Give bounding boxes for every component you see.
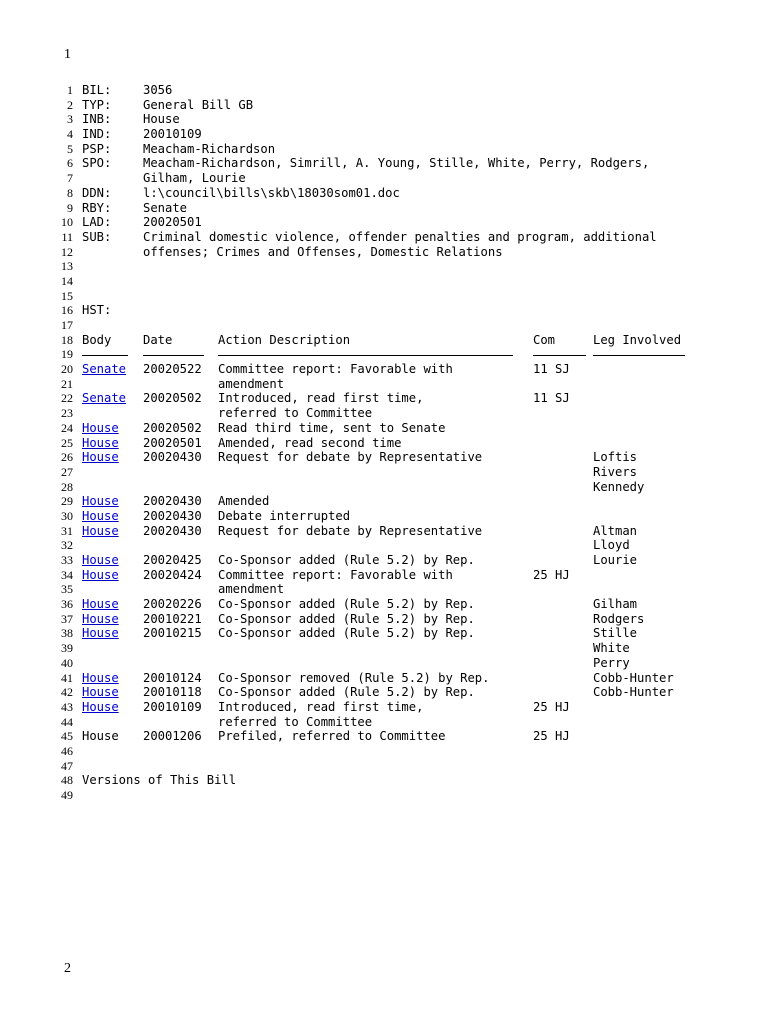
line-number: 35 — [61, 582, 73, 597]
page-number-top: 1 — [64, 47, 71, 62]
body-link[interactable]: Senate — [82, 391, 127, 406]
action-cell: amendment — [218, 376, 285, 391]
field-label: RBY: — [82, 200, 112, 215]
field-value: Criminal domestic violence, offender penalties and program, additional — [143, 229, 657, 244]
leg-cell: White — [593, 641, 630, 656]
com-cell: 25 HJ — [533, 567, 570, 582]
line-number: 49 — [61, 788, 73, 802]
action-cell: Committee report: Favorable with — [218, 567, 453, 582]
body-cell: House — [82, 729, 119, 744]
date-cell: 20020501 — [143, 435, 202, 450]
body-link[interactable]: House — [82, 435, 119, 450]
date-cell: 20020502 — [143, 391, 202, 406]
line-number: 23 — [61, 406, 73, 421]
line-number: 15 — [61, 288, 73, 303]
leg-cell: Gilham — [593, 597, 638, 612]
action-cell: Request for debate by Representative — [218, 450, 483, 465]
date-cell: 20010124 — [143, 670, 202, 685]
action-cell: Introduced, read first time, — [218, 699, 424, 714]
line-number: 5 — [67, 141, 73, 156]
line-number: 38 — [61, 626, 73, 641]
line-number: 47 — [61, 758, 73, 773]
column-header-leg: Leg Involved — [593, 332, 682, 347]
line-number: 9 — [67, 200, 73, 215]
line-number: 8 — [67, 185, 73, 200]
body-link[interactable]: House — [82, 508, 119, 523]
field-value: 3056 — [143, 83, 173, 97]
leg-cell: Rivers — [593, 464, 638, 479]
line-number: 21 — [61, 376, 73, 391]
action-cell: Amended — [218, 494, 270, 509]
line-number: 34 — [61, 567, 73, 582]
date-cell: 20020424 — [143, 567, 202, 582]
leg-cell: Cobb-Hunter — [593, 670, 674, 685]
field-label: DDN: — [82, 185, 112, 200]
action-cell: Prefiled, referred to Committee — [218, 729, 446, 744]
line-number: 27 — [61, 464, 73, 479]
com-cell: 11 SJ — [533, 362, 570, 377]
column-underline — [143, 355, 204, 356]
line-number: 28 — [61, 479, 73, 494]
line-number: 43 — [61, 699, 73, 714]
line-number: 20 — [61, 362, 73, 377]
date-cell: 20010215 — [143, 626, 202, 641]
body-link[interactable]: Senate — [82, 362, 127, 377]
column-underline — [218, 355, 513, 356]
line-number: 7 — [67, 171, 73, 186]
leg-cell: Lloyd — [593, 538, 630, 553]
line-number: 44 — [61, 714, 73, 729]
action-cell: Co-Sponsor added (Rule 5.2) by Rep. — [218, 597, 475, 612]
field-label: BIL: — [82, 83, 112, 97]
column-header-body: Body — [82, 332, 112, 347]
field-value: Gilham, Lourie — [143, 171, 246, 186]
date-cell: 20020226 — [143, 597, 202, 612]
date-cell: 20020425 — [143, 553, 202, 567]
action-cell: Read third time, sent to Senate — [218, 420, 446, 435]
line-number: 46 — [61, 743, 73, 758]
field-label: SUB: — [82, 229, 112, 244]
field-value: 20010109 — [143, 127, 202, 142]
date-cell: 20020430 — [143, 508, 202, 523]
field-value: House — [143, 112, 180, 127]
action-cell: Co-Sponsor added (Rule 5.2) by Rep. — [218, 611, 475, 626]
history-label: HST: — [82, 303, 112, 318]
field-label: LAD: — [82, 215, 112, 230]
date-cell: 20020430 — [143, 494, 202, 509]
line-number: 36 — [61, 597, 73, 612]
line-number: 30 — [61, 508, 73, 523]
leg-cell: Altman — [593, 523, 638, 538]
action-cell: Co-Sponsor added (Rule 5.2) by Rep. — [218, 626, 475, 641]
date-cell: 20020430 — [143, 523, 202, 538]
column-underline — [82, 355, 128, 356]
action-cell: referred to Committee — [218, 714, 373, 729]
line-number: 48 — [61, 773, 73, 788]
column-header-action: Action Description — [218, 332, 351, 347]
leg-cell: Loftis — [593, 450, 638, 465]
body-link[interactable]: House — [82, 494, 119, 509]
action-cell: Request for debate by Representative — [218, 523, 483, 538]
line-number: 18 — [61, 332, 73, 347]
column-underline — [593, 355, 685, 356]
field-value: 20020501 — [143, 215, 202, 230]
body-link[interactable]: House — [82, 699, 119, 714]
line-number: 45 — [61, 729, 73, 744]
line-number: 32 — [61, 538, 73, 553]
leg-cell: Kennedy — [593, 479, 645, 494]
versions-label: Versions of This Bill — [82, 773, 237, 788]
field-label: SPO: — [82, 156, 112, 171]
line-number: 26 — [61, 450, 73, 465]
body-link[interactable]: House — [82, 450, 119, 465]
line-number: 40 — [61, 655, 73, 670]
date-cell: 20020522 — [143, 362, 202, 377]
body-link[interactable]: House — [82, 626, 119, 641]
line-number: 17 — [61, 318, 73, 332]
body-link[interactable]: House — [82, 420, 119, 435]
line-number: 22 — [61, 391, 73, 406]
body-link[interactable]: House — [82, 567, 119, 582]
line-number: 3 — [67, 112, 73, 127]
line-number: 11 — [61, 229, 73, 244]
action-cell: Co-Sponsor added (Rule 5.2) by Rep. — [218, 553, 475, 567]
action-cell: Amended, read second time — [218, 435, 402, 450]
line-number: 37 — [61, 611, 73, 626]
date-cell: 20010109 — [143, 699, 202, 714]
field-value: offenses; Crimes and Offenses, Domestic Relations — [143, 244, 503, 259]
line-number: 29 — [61, 494, 73, 509]
line-number: 6 — [67, 156, 73, 171]
action-cell: amendment — [218, 582, 285, 597]
leg-cell: Stille — [593, 626, 638, 641]
leg-cell: Rodgers — [593, 611, 645, 626]
leg-cell: Lourie — [593, 553, 638, 567]
action-cell: referred to Committee — [218, 406, 373, 421]
line-number: 41 — [61, 670, 73, 685]
body-link[interactable]: House — [82, 670, 119, 685]
column-header-com: Com — [533, 332, 556, 347]
line-number: 24 — [61, 420, 73, 435]
line-number: 1 — [67, 83, 73, 97]
field-value: Senate — [143, 200, 188, 215]
line-number: 12 — [61, 244, 73, 259]
field-label: PSP: — [82, 141, 112, 156]
date-cell: 20001206 — [143, 729, 202, 744]
line-number: 42 — [61, 685, 73, 700]
action-cell: Committee report: Favorable with — [218, 362, 453, 377]
com-cell: 11 SJ — [533, 391, 570, 406]
field-value: General Bill GB — [143, 97, 254, 112]
line-number: 31 — [61, 523, 73, 538]
date-cell: 20020502 — [143, 420, 202, 435]
action-cell: Debate interrupted — [218, 508, 351, 523]
action-cell: Co-Sponsor removed (Rule 5.2) by Rep. — [218, 670, 490, 685]
leg-cell: Perry — [593, 655, 630, 670]
line-number: 2 — [67, 97, 73, 112]
line-number: 13 — [61, 259, 73, 274]
action-cell: Co-Sponsor added (Rule 5.2) by Rep. — [218, 685, 475, 700]
field-value: Meacham-Richardson — [143, 141, 276, 156]
date-cell: 20020430 — [143, 450, 202, 465]
body-link[interactable]: House — [82, 685, 119, 700]
column-underline — [533, 355, 586, 356]
line-number: 14 — [61, 273, 73, 288]
com-cell: 25 HJ — [533, 729, 570, 744]
line-number: 16 — [61, 303, 73, 318]
field-label: INB: — [82, 112, 112, 127]
page-number-bottom: 2 — [64, 961, 71, 976]
line-number: 33 — [61, 553, 73, 567]
field-value: Meacham-Richardson, Simrill, A. Young, Stille, White, Perry, Rodgers, — [143, 156, 650, 171]
field-label: IND: — [82, 127, 112, 142]
body-link[interactable]: House — [82, 597, 119, 612]
leg-cell: Cobb-Hunter — [593, 685, 674, 700]
body-link[interactable]: House — [82, 553, 119, 567]
date-cell: 20010221 — [143, 611, 202, 626]
column-header-date: Date — [143, 332, 173, 347]
field-label: TYP: — [82, 97, 112, 112]
body-link[interactable]: House — [82, 523, 119, 538]
line-number: 39 — [61, 641, 73, 656]
line-number: 10 — [61, 215, 73, 230]
com-cell: 25 HJ — [533, 699, 570, 714]
action-cell: Introduced, read first time, — [218, 391, 424, 406]
line-number: 4 — [67, 127, 73, 142]
body-link[interactable]: House — [82, 611, 119, 626]
line-number: 19 — [61, 347, 73, 362]
line-number: 25 — [61, 435, 73, 450]
field-value: l:\council\bills\skb\18030som01.doc — [143, 185, 400, 200]
date-cell: 20010118 — [143, 685, 202, 700]
